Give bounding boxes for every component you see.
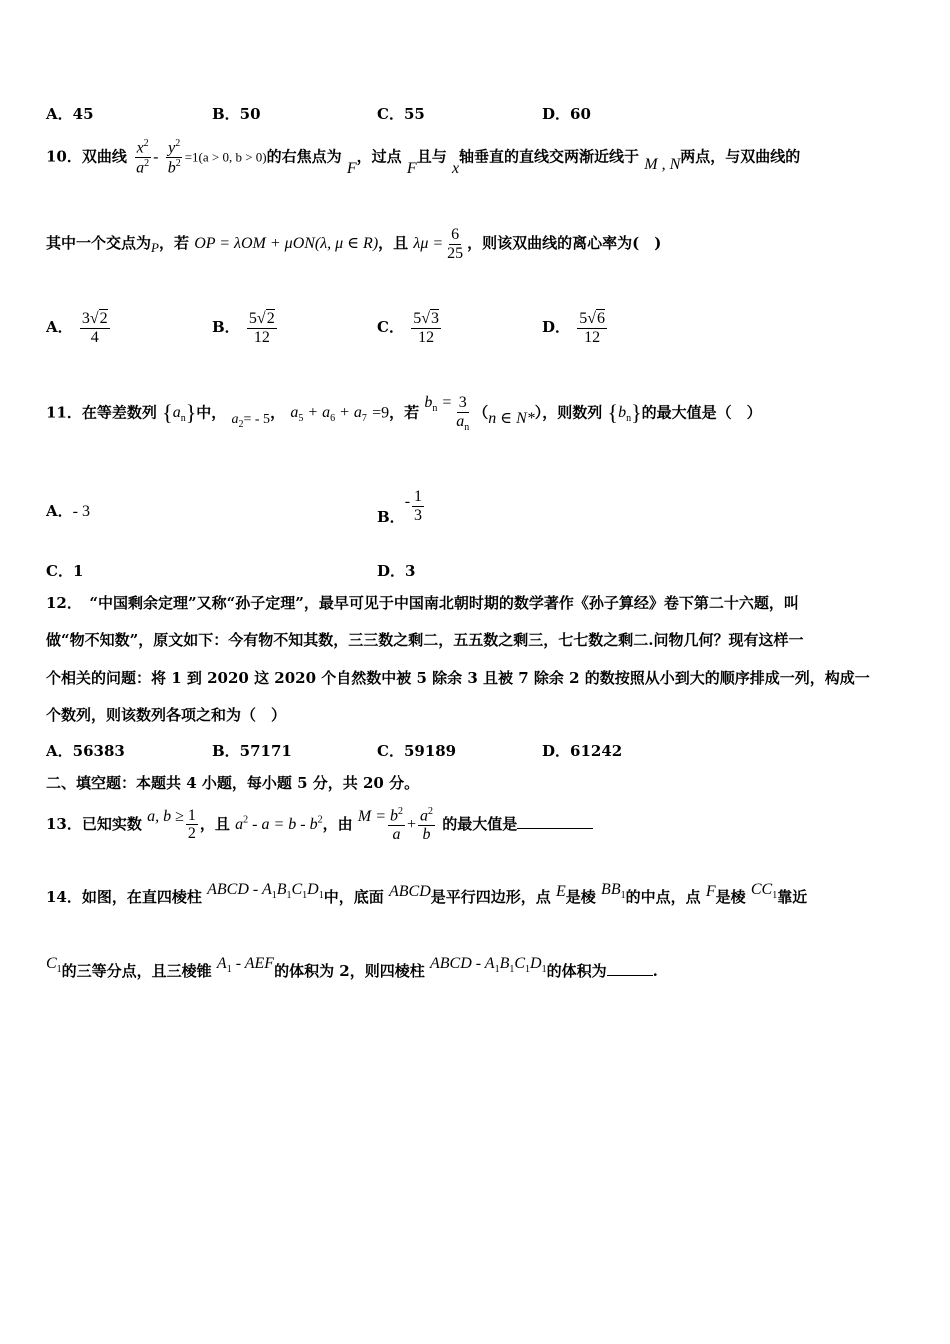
q14-point-f: F <box>705 883 716 900</box>
q13-text: ，且 <box>199 814 230 833</box>
q11-text: （ <box>473 403 489 422</box>
q9-option-c: C．55 <box>377 105 425 123</box>
q12-line-1: 12． “中国剩余定理”又称“孙子定理”，最早可见于中国南北朝时期的数学著作《孙子算经》卷下第二十六题，叫 <box>46 594 799 612</box>
q10-focus-f-2: F <box>406 160 417 178</box>
q11-sum: =9 <box>372 404 390 422</box>
q12-option-a: A．56383 <box>46 742 125 760</box>
q11-text: ，若 <box>389 403 420 422</box>
q10-frac-x: $\frac{x^2}{a^2}$ <box>136 138 150 177</box>
q10-lambda-mu: λμ = <box>413 235 444 253</box>
q10-line-1: 10．双曲线 $\frac{x^2}{a^2}$ - $\frac{y^2}{b^2}$ =1(a > 0, b > 0)的右焦点为 F，过点 F且与 x轴垂直的直线交两渐近线于 M , N两点，与双曲线的 <box>46 138 801 178</box>
q14-point-e: E <box>556 883 566 900</box>
q11-option-c: C．1 <box>46 562 84 580</box>
q11-text: ， <box>270 403 286 422</box>
q11-number: 11． <box>46 403 82 422</box>
q13-text: ，由 <box>322 814 353 833</box>
q14-text: 如图，在直四棱柱 <box>81 888 202 906</box>
q14-text: 的体积为 2，则四棱柱 <box>274 962 425 980</box>
q14-text: 是棱 <box>565 888 596 906</box>
q10-option-d-value: $\frac{5√6}{12}$ <box>579 310 606 346</box>
q10-axis-x: x <box>451 160 460 178</box>
q10-option-a: A． $\frac{3√2}{4}$ <box>46 310 108 346</box>
q10-option-a-value: $\frac{3√2}{4}$ <box>81 310 108 346</box>
q14-line-2: $C_1$的三等分点，且三棱锥 $A_1$ - AEF的体积为 2，则四棱柱 ABCD - $A_1B_1C_1D_1$的体积为 . <box>46 955 658 980</box>
q13-line: 13．已知实数 a, b ≥ $\frac{1}{2}$ ，且 $a^2 - a = b - b^2$，由 M = $\frac{b^2}{a}$ + $\frac{a^2}{b}$ 的最大值是 <box>46 806 593 844</box>
q11-n-in-N: n ∈ N* <box>488 410 535 428</box>
q14-base: ABCD <box>388 883 431 900</box>
q10-text: 的右焦点为 <box>266 147 342 166</box>
q10-text: ，若 <box>158 234 189 253</box>
q14-text: 是棱 <box>715 888 746 906</box>
q13-ab-cond: a, b ≥ <box>147 807 184 825</box>
q10-frac-y: $\frac{y^2}{b^2}$ <box>167 138 181 177</box>
q11-a2: = - 5 <box>243 412 271 428</box>
q10-text: ，且 <box>378 234 409 253</box>
q10-option-d: D． $\frac{5√6}{12}$ <box>542 310 606 346</box>
q12-line-2: 做“物不知数”，原文如下：今有物不知其数，三三数之剩二，五五数之剩三，七七数之剩二.问物几何？现有这样一 <box>46 631 804 649</box>
q13-text: 已知实数 <box>81 814 142 833</box>
q10-option-c-value: $\frac{5√3}{12}$ <box>413 310 439 346</box>
q10-condition: =1(a > 0, b > 0) <box>184 149 267 165</box>
q10-text: 且与 <box>416 147 447 166</box>
q11-text: 中， <box>196 403 227 422</box>
q13-M: M = <box>357 807 386 825</box>
q11-text: ），则数列 <box>534 403 603 422</box>
q14-number: 14． <box>46 888 82 906</box>
q12-line-3: 个相关的问题：将 1 到 2020 这 2020 个自然数中被 5 除余 3 且被 7 除余 2 的数按照从小到大的顺序排成一列，构成一 <box>46 669 870 687</box>
q14-text: 的三等分点，且三棱锥 <box>61 962 212 980</box>
q10-number: 10． <box>46 147 82 166</box>
q13-answer-blank[interactable] <box>517 828 593 829</box>
q13-frac-half: $\frac{1}{2}$ <box>187 806 196 843</box>
q11-option-a: A．- 3 <box>46 502 90 520</box>
q10-focus-f: F <box>346 160 357 178</box>
q10-vector-eq: OP = λOM + μON(λ, μ ∈ R) <box>194 235 379 253</box>
q11-option-d: D．3 <box>377 562 416 580</box>
q10-option-c: C． $\frac{5√3}{12}$ <box>377 310 439 346</box>
q13-number: 13． <box>46 814 82 833</box>
q9-option-b: B．50 <box>212 105 261 123</box>
q9-option-d: D．60 <box>542 105 591 123</box>
q10-text: ，则该双曲线的离心率为( ) <box>467 234 662 253</box>
q10-points-mn: M , N <box>644 156 681 174</box>
q11-text: 在等差数列 <box>81 403 157 422</box>
q14-line-1: 14．如图，在直四棱柱 ABCD - $A_1B_1C_1D_1$中，底面 ABCD是平行四边形，点 E是棱 $BB_1$的中点，点 F是棱 $CC_1$靠近 <box>46 881 808 906</box>
q10-option-b-value: $\frac{5√2}{12}$ <box>248 310 275 346</box>
q14-text: 的体积为 <box>546 962 607 980</box>
q12-option-c: C．59189 <box>377 742 457 760</box>
q10-text: 两点，与双曲线的 <box>680 147 801 166</box>
q11-frac-bn: $\frac{3}{a_n}$ <box>456 394 470 433</box>
q10-text: ，过点 <box>356 147 402 166</box>
q11-option-b: B．- $\frac{1}{3}$ <box>377 488 423 527</box>
q10-point-p: P <box>151 240 159 256</box>
q14-answer-blank[interactable] <box>607 975 653 976</box>
q10-text: 其中一个交点为 <box>46 234 152 253</box>
q10-frac-6-25: $\frac{6}{25}$ <box>447 226 464 262</box>
section-2-heading: 二、填空题：本题共 4 小题，每小题 5 分，共 20 分。 <box>46 774 420 792</box>
q12-option-b: B．57171 <box>212 742 292 760</box>
q10-option-b: B． $\frac{5√2}{12}$ <box>212 310 275 346</box>
q14-text: 是平行四边形，点 <box>430 888 551 906</box>
q14-text: 的中点，点 <box>625 888 701 906</box>
q10-text: 双曲线 <box>81 147 127 166</box>
q10-line-2 <box>46 226 661 262</box>
q9-option-a: A．45 <box>46 105 94 123</box>
q14-text: 靠近 <box>777 888 808 906</box>
q13-text: 的最大值是 <box>442 814 518 833</box>
q12-option-d: D．61242 <box>542 742 623 760</box>
q10-text: 轴垂直的直线交两渐近线于 <box>459 147 640 166</box>
q12-line-4: 个数列，则该数列各项之和为（ ） <box>46 706 287 724</box>
q11-text: 的最大值是（ ） <box>641 403 762 422</box>
q11-line-1: 11．在等差数列 $\{a_n\}$中， $a_2= - 5$， $a_5 + a_6 + a_7 =9$，若 $b_n$ = $\frac{3}{a_n}$ （n ∈ N*），则数列 $\{b_n\}$的最大值是（ ） <box>46 394 762 433</box>
q14-period: . <box>652 962 658 980</box>
q14-text: 中，底面 <box>323 888 384 906</box>
